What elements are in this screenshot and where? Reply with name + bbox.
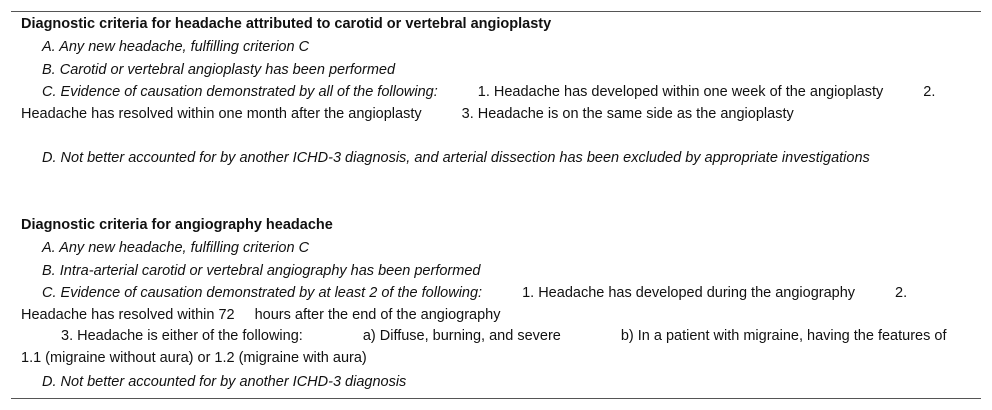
section1-criterion-c1: 1. Headache has developed within one week of the angioplasty bbox=[477, 84, 884, 100]
section2-criterion-c3: 3. Headache is either of the following: bbox=[61, 328, 303, 344]
section2-criterion-c bbox=[21, 283, 966, 369]
section2-criterion-c3a: a) Diffuse, burning, and severe bbox=[362, 328, 561, 344]
section1-criterion-c2: 2. Headache has resolved within one month after the angioplasty bbox=[21, 84, 936, 122]
section1-criterion-c-label: C. Evidence of causation demonstrated by all of the following: bbox=[42, 84, 438, 100]
section2-criterion-c2b: hours after the end of the angiography bbox=[254, 306, 501, 323]
section1-criterion-d-text: D. Not better accounted for by another ICHD-3 diagnosis, and arterial dissection has been excluded by appropriate investigations bbox=[42, 150, 870, 166]
section2-criterion-d: D. Not better accounted for by another ICHD-3 diagnosis bbox=[42, 374, 407, 390]
section1-criterion-c3: 3. Headache is on the same side as the angioplasty bbox=[461, 105, 794, 122]
criteria-table bbox=[11, 11, 981, 399]
section1-criterion-d bbox=[21, 148, 881, 170]
section2-criterion-a: A. Any new headache, fulfilling criterion C bbox=[42, 240, 310, 256]
section2-criterion-c-label: C. Evidence of causation demonstrated by at least 2 of the following: bbox=[42, 285, 483, 301]
section2-criterion-c2a: 2. Headache has resolved within 72 bbox=[21, 285, 908, 323]
section1-criterion-b: B. Carotid or vertebral angioplasty has been performed bbox=[42, 62, 396, 78]
section2-criterion-b: B. Intra-arterial carotid or vertebral angiography has been performed bbox=[42, 263, 481, 279]
section2-criterion-c3b: b) In a patient with migraine, having the features of 1.1 (migraine without aura) or 1.2 (migraine with aura) bbox=[21, 328, 947, 366]
section2-criterion-c1: 1. Headache has developed during the angiography bbox=[522, 285, 856, 301]
section2-title: Diagnostic criteria for angiography headache bbox=[21, 217, 333, 233]
section1-criterion-c bbox=[21, 82, 966, 125]
section1-criterion-a: A. Any new headache, fulfilling criterion C bbox=[42, 39, 310, 55]
section1-title: Diagnostic criteria for headache attributed to carotid or vertebral angioplasty bbox=[21, 16, 552, 32]
